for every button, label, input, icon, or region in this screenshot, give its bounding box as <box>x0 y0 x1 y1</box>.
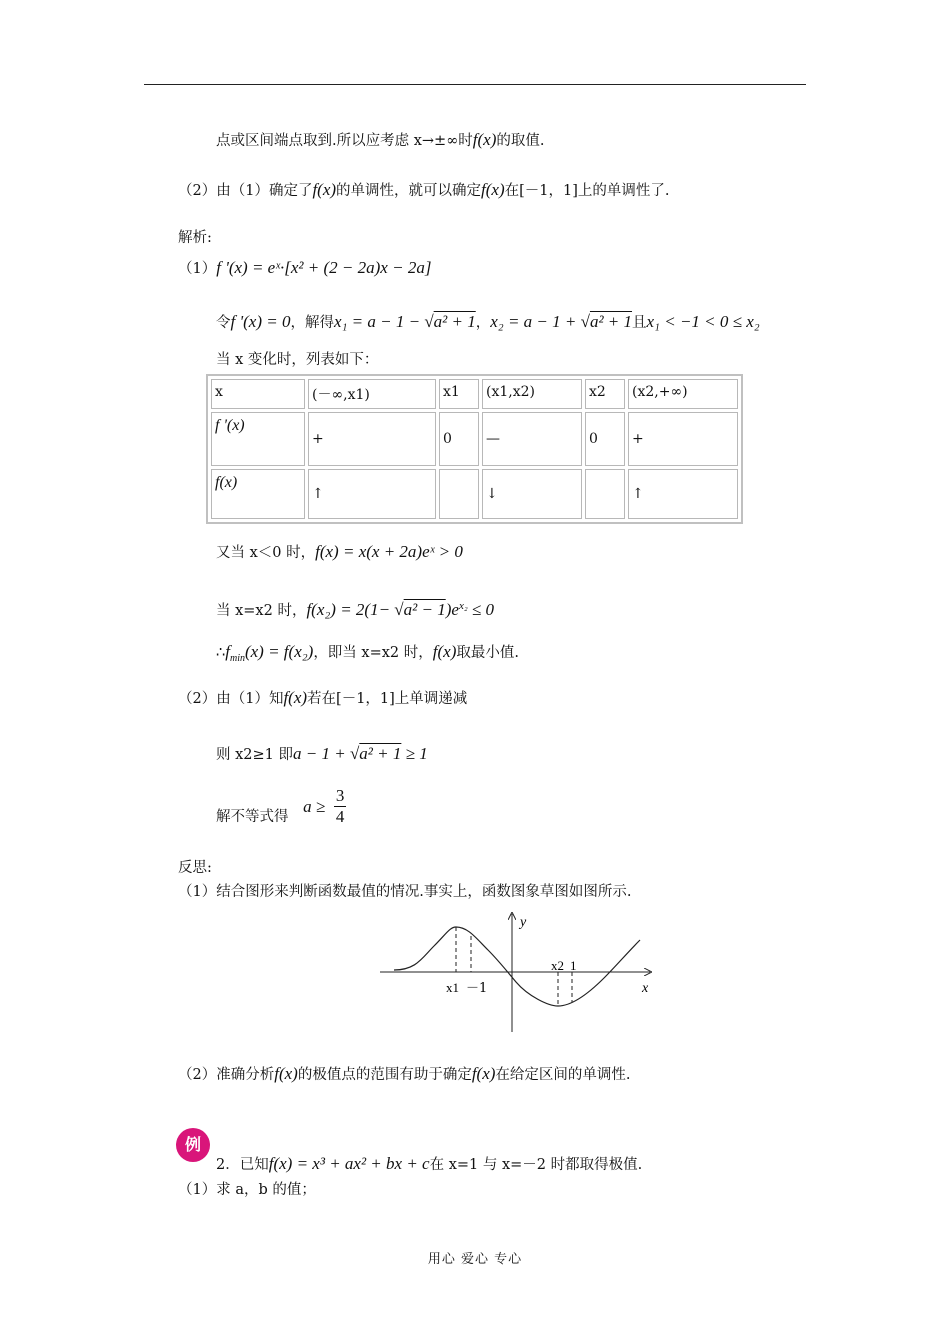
solution-p3: 当 x 变化时，列表如下： <box>216 352 379 368</box>
table-cell: x <box>211 379 305 409</box>
example-q1: （1）求 a，b 的值； <box>178 1182 316 1198</box>
x2-label: x2 <box>551 958 564 973</box>
table-cell: f(x) <box>211 469 305 519</box>
table-cell: (x2,+∞) <box>628 379 738 409</box>
function-graph <box>376 908 662 1038</box>
therefore-symbol: ∴ <box>216 645 226 661</box>
text: 在给定区间的单调性. <box>495 1067 631 1083</box>
text: （2）由（1）确定了 <box>178 183 313 199</box>
radicand: a² + 1 <box>589 312 633 331</box>
table-cell <box>439 469 479 519</box>
fx-symbol: f(x) <box>481 180 505 199</box>
solution-p2 <box>216 312 760 333</box>
table-cell: x1 <box>439 379 479 409</box>
formula: f(x) = x³ + ax² + bx + c <box>268 1154 430 1173</box>
text: ，解得 <box>290 315 334 331</box>
formula: a − 1 + √ <box>293 744 360 763</box>
reflection-label: 反思: <box>178 860 212 876</box>
intro-tail: 的取值. <box>496 133 545 149</box>
text: 在 x=1 与 x=－2 时都取得极值. <box>429 1157 643 1173</box>
solution-label: 解析: <box>178 230 212 246</box>
fx-symbol: f(x) <box>471 1064 496 1083</box>
text: 在[－1，1]上的单调性了. <box>504 183 670 199</box>
exponent: x₂ <box>458 600 468 612</box>
text: 若在[－1，1]上单调递减 <box>307 691 468 707</box>
intro-line-1 <box>216 130 544 151</box>
fx-symbol: f(x) <box>274 1064 298 1083</box>
formula: x₂ = a − 1 + √ <box>490 312 590 331</box>
formula: f '(x) = 0 <box>230 312 291 331</box>
table-cell: ↓ <box>482 469 582 519</box>
radicand: a² − 1 <box>403 599 446 619</box>
formula: ≤ 0 <box>467 599 494 619</box>
derivative-formula: f '(x) = eˣ·[x² + (2 − 2a)x − 2a] <box>216 258 432 277</box>
table-cell: + <box>628 412 738 466</box>
solution-p1 <box>178 258 431 279</box>
table-row <box>211 379 738 409</box>
table-cell: x2 <box>585 379 625 409</box>
text: 当 x=x2 时， <box>216 602 307 619</box>
text: 2．已知 <box>216 1157 269 1173</box>
text: （2）准确分析 <box>178 1067 275 1083</box>
table-cell: ↑ <box>308 469 436 519</box>
page-footer: 用心 爱心 专心 <box>427 1252 523 1267</box>
intro-line-2 <box>178 180 670 201</box>
fx-symbol: f(x) <box>472 130 497 149</box>
formula: a ≥ <box>303 796 326 816</box>
formula: f(x) = x(x + 2a)eˣ > 0 <box>315 542 463 561</box>
numerator: 3 <box>335 786 345 805</box>
table-cell: f '(x) <box>211 412 305 466</box>
formula: )e <box>445 599 459 619</box>
table-cell: — <box>482 412 582 466</box>
text: 则 x2≥1 即 <box>216 747 293 763</box>
example-badge-icon: 例 <box>176 1128 210 1162</box>
intro-text: 点或区间端点取到.所以应考虑 x→±∞时 <box>216 133 473 149</box>
y-label: y <box>520 915 527 930</box>
solution-p8 <box>216 744 428 765</box>
fx-symbol: f(x) <box>432 642 457 661</box>
table-cell <box>585 469 625 519</box>
fx-symbol: f(x) <box>312 180 337 199</box>
solution-p5 <box>216 596 494 621</box>
radicand: a² + 1 <box>359 744 402 763</box>
solution-p7 <box>178 688 467 709</box>
x1-label: x1 <box>446 980 459 995</box>
fx-symbol: f(x) <box>283 688 308 707</box>
text: 取最小值. <box>456 645 519 661</box>
text: 的单调性，就可以确定 <box>336 183 482 199</box>
text: ， <box>475 315 491 331</box>
table-row <box>211 469 738 519</box>
neg1-label: －1 <box>466 981 488 996</box>
subscript: min <box>229 652 245 664</box>
table-cell: (－∞,x1) <box>308 379 436 409</box>
table-cell: 0 <box>439 412 479 466</box>
formula: x₁ = a − 1 − √ <box>333 312 434 331</box>
example-statement <box>216 1154 642 1175</box>
fraction <box>334 786 347 827</box>
text: 的极值点的范围有助于确定 <box>297 1067 472 1083</box>
text: 且 <box>632 315 647 331</box>
reflection-r1: （1）结合图形来判断函数最值的情况.事实上，函数图象草图如图所示. <box>178 884 632 900</box>
reflection-r2 <box>178 1064 631 1085</box>
formula: f <box>225 642 230 661</box>
text: 解不等式得 <box>216 809 289 825</box>
table-row <box>211 412 738 466</box>
text: ，即当 x=x2 时， <box>313 645 433 661</box>
curve <box>394 927 640 1006</box>
text: （1） <box>178 261 217 277</box>
solution-p6 <box>216 642 519 669</box>
table-cell: 0 <box>585 412 625 466</box>
text: （2）由（1）知 <box>178 691 284 707</box>
variation-table <box>206 374 743 524</box>
x-label: x <box>642 981 649 996</box>
solution-p4 <box>216 542 463 563</box>
denominator: 4 <box>335 807 345 826</box>
table-cell: ↑ <box>628 469 738 519</box>
solution-p9 <box>216 786 346 834</box>
header-rule <box>144 84 806 85</box>
table-cell: + <box>308 412 436 466</box>
text: 令 <box>216 315 231 331</box>
formula: (x) = f(x₂) <box>244 642 314 661</box>
one-label: 1 <box>570 958 577 973</box>
formula: ≥ 1 <box>401 744 428 763</box>
table-cell: (x1,x2) <box>482 379 582 409</box>
radicand: a² + 1 <box>433 312 476 331</box>
formula: f(x₂) = 2(1− √ <box>306 599 404 619</box>
formula: x₁ < −1 < 0 ≤ x₂ <box>646 312 760 331</box>
text: 又当 x＜0 时， <box>216 545 316 561</box>
